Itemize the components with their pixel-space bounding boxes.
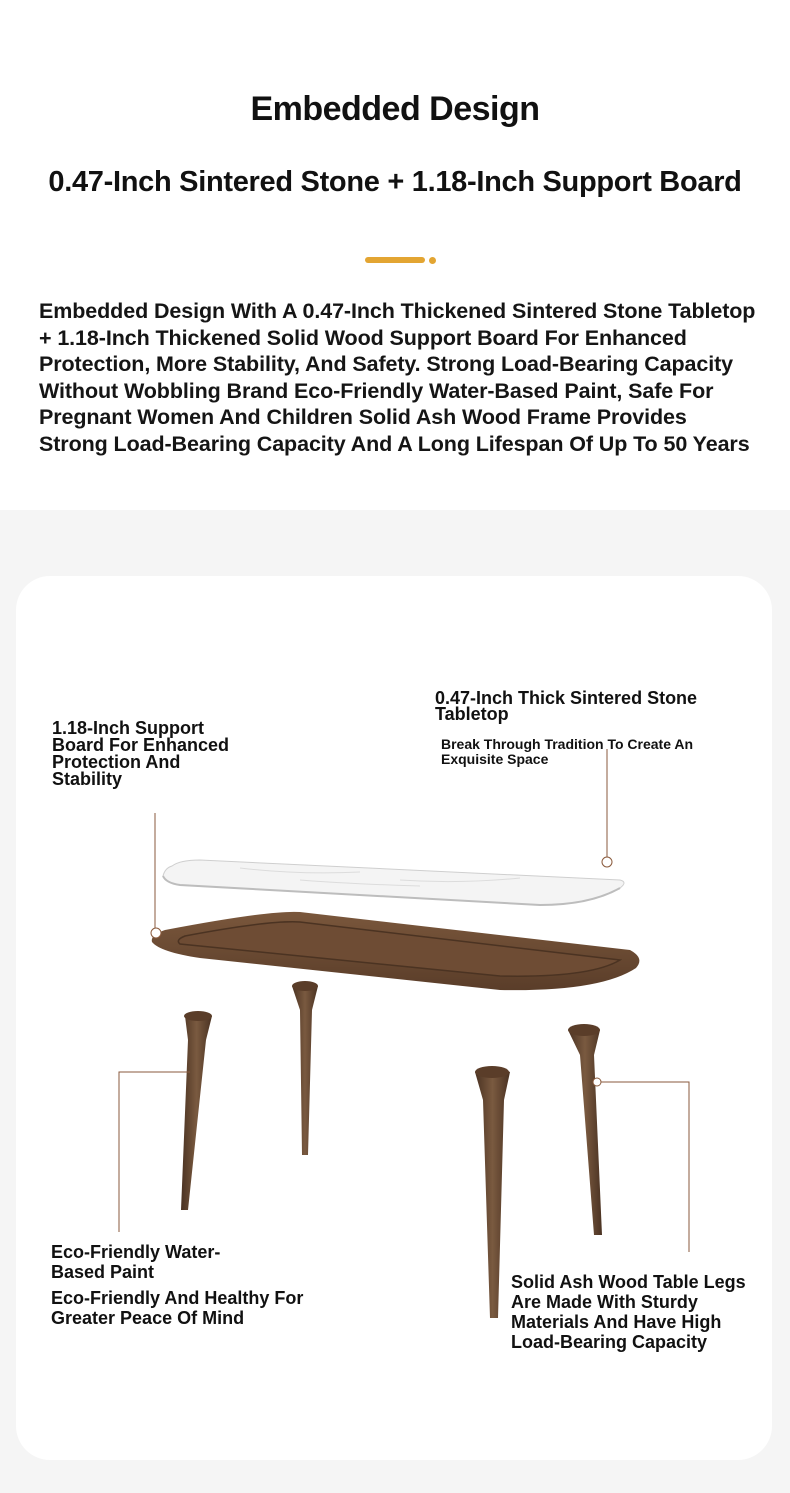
leg-top	[568, 1024, 600, 1036]
leader-line	[600, 1082, 689, 1252]
page-subtitle: 0.47-Inch Sintered Stone + 1.18-Inch Support Board	[48, 166, 742, 198]
stone-tabletop	[163, 860, 624, 905]
callout-paint-subtitle: Eco-Friendly And Healthy For Greater Peace Of Mind	[51, 1288, 304, 1328]
leader-dot	[602, 857, 612, 867]
callout-stone-subtitle: Break Through Tradition To Create An Exquisite Space	[441, 736, 694, 767]
table-leg	[181, 1012, 212, 1210]
leg-top	[184, 1011, 212, 1021]
leader-dot	[151, 928, 161, 938]
description-text: Embedded Design With A 0.47-Inch Thickened Sintered Stone Tabletop + 1.18-Inch Thickened Solid Wood Support Board For Enhanced Protection, More Stability, And Safety. Strong Load-Bearing Capacity Without Wobbling Brand Eco-Friendly Water-Based Paint, Safe For Pregnant Women And Children Solid Ash Wood Frame Provides Strong Load-Bearing Capacity And A Long Lifespan Of Up To 50 Years	[39, 299, 756, 456]
callout-legs: Solid Ash Wood Table Legs Are Made With Sturdy Materials And Have High Load-Bearing Capacity	[511, 1272, 746, 1352]
table-leg	[475, 1068, 510, 1318]
callout-paint-title: Eco-Friendly Water-Based Paint	[51, 1242, 221, 1282]
callout-support-board: 1.18-Inch Support Board For Enhanced Protection And Stability	[52, 718, 230, 789]
leg-top	[475, 1066, 509, 1078]
leader-dot	[593, 1078, 601, 1086]
leg-top	[292, 981, 318, 991]
page-title: Embedded Design	[250, 90, 540, 128]
table-leg	[568, 1026, 602, 1235]
callout-stone-title: 0.47-Inch Thick Sintered Stone Tabletop	[435, 688, 698, 724]
leader-line	[119, 1072, 190, 1232]
table-leg	[292, 982, 318, 1155]
